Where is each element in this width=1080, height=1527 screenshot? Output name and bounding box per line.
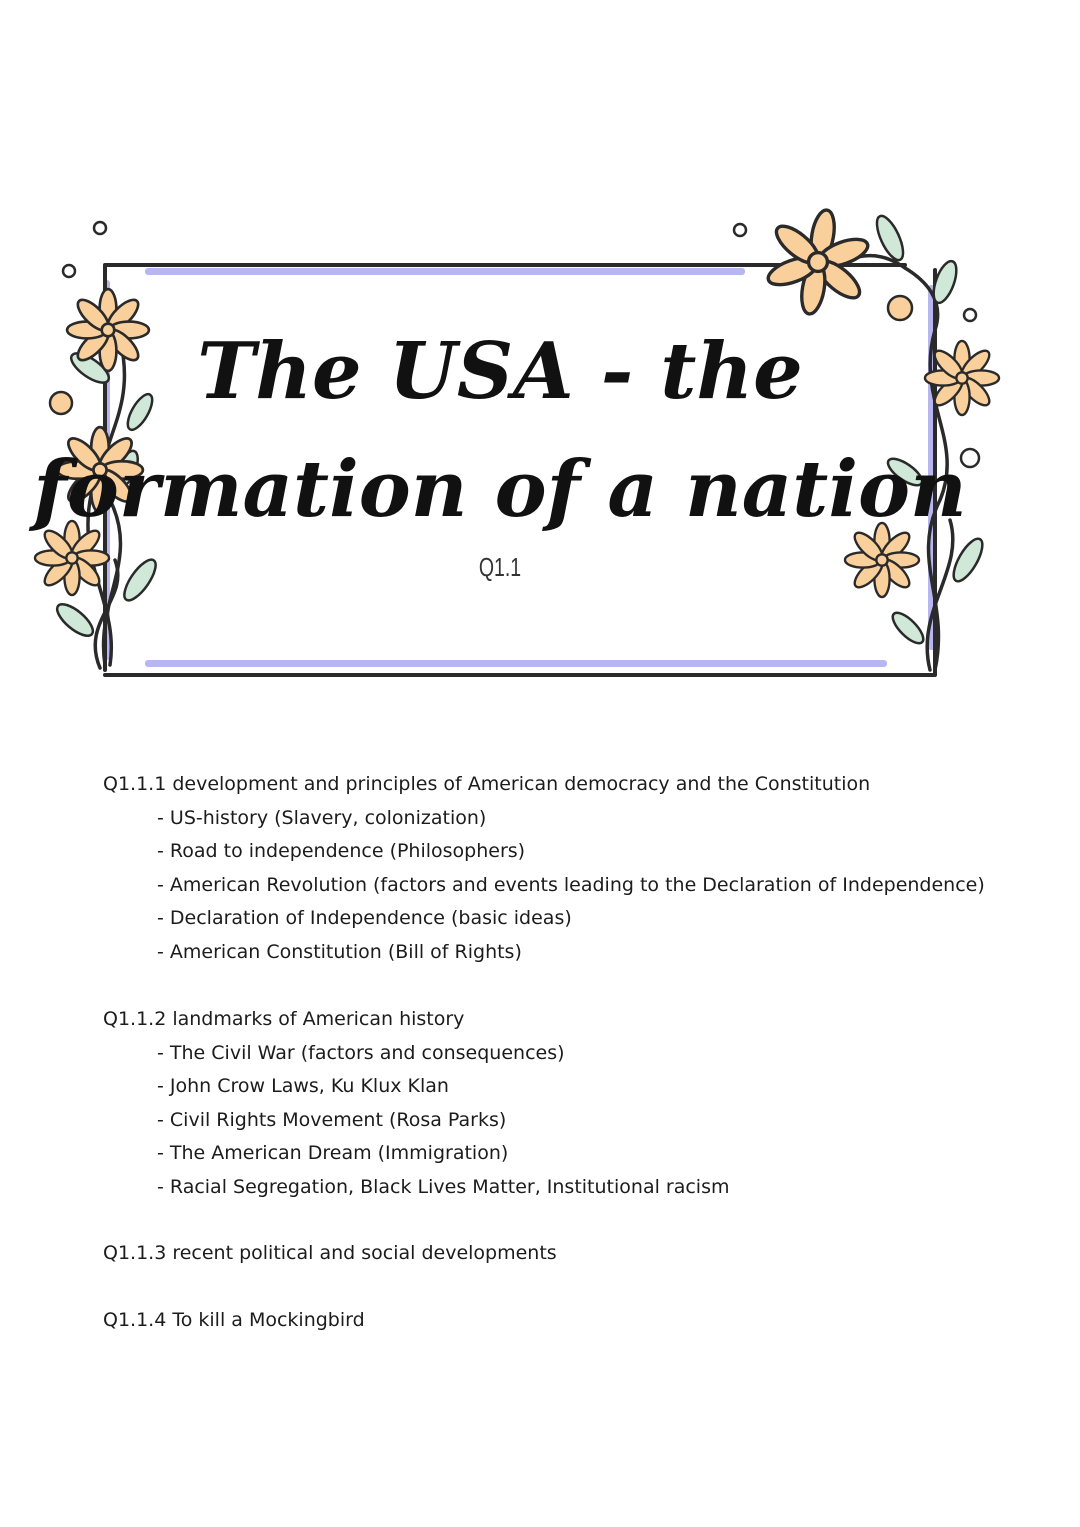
- topic-item-list: [103, 1037, 1003, 1205]
- topic-section-2: [103, 1003, 1003, 1204]
- topic-heading: Q1.1.1 development and principles of American democracy and the Constitution: [103, 773, 871, 795]
- list-item: - Road to independence (Philosophers): [157, 835, 1003, 869]
- list-item: - The Civil War (factors and consequences): [157, 1037, 1003, 1071]
- list-item: - American Constitution (Bill of Rights): [157, 936, 1003, 970]
- list-item: - American Revolution (factors and events leading to the Declaration of Independence): [157, 869, 1003, 903]
- topic-section-1: [103, 768, 1003, 969]
- topic-heading: Q1.1.2 landmarks of American history: [103, 1008, 465, 1030]
- list-item: - The American Dream (Immigration): [157, 1137, 1003, 1171]
- list-item: - US-history (Slavery, colonization): [157, 802, 1003, 836]
- page-title-line-1: The USA - the: [197, 326, 803, 417]
- list-item: - Civil Rights Movement (Rosa Parks): [157, 1104, 1003, 1138]
- page-subtitle: Q1.1: [478, 552, 522, 582]
- flower-right-top: [765, 208, 871, 315]
- topic-heading: Q1.1.4 To kill a Mockingbird: [103, 1309, 365, 1331]
- list-item: - John Crow Laws, Ku Klux Klan: [157, 1070, 1003, 1104]
- page-title-line-2: formation of a nation: [33, 444, 967, 535]
- topic-section-3: [103, 1237, 1003, 1271]
- list-item: - Declaration of Independence (basic ideas): [157, 902, 1003, 936]
- topic-heading: Q1.1.3 recent political and social developments: [103, 1242, 557, 1264]
- topic-item-list: [103, 802, 1003, 970]
- list-item: - Racial Segregation, Black Lives Matter, Institutional racism: [157, 1171, 1003, 1205]
- topic-section-4: [103, 1304, 1003, 1338]
